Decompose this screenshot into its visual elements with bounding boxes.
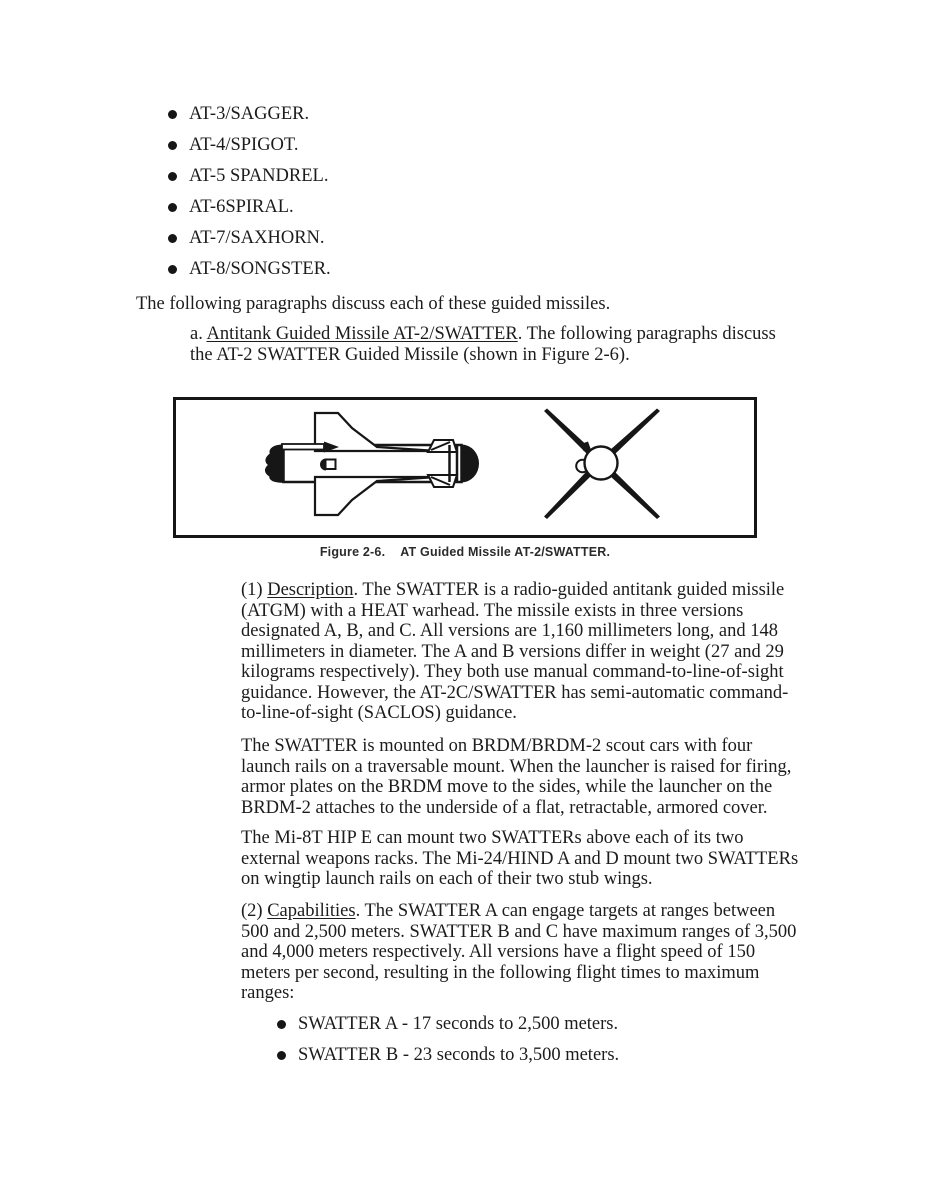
figure-2-6-box [173,397,757,538]
list-item [168,166,331,187]
missile-side-view [266,413,479,515]
flight-time: SWATTER B - 23 seconds to 3,500 meters. [298,1045,620,1065]
helicopters-paragraph: The Mi-8T HIP E can mount two SWATTERs above each of its two external weapons racks. The Mi-24/HIND A and D mount two SWATTERs on wingtip launch rails on each of their two stub wings. [241,828,799,889]
section-a-text: . The following paragraphs discuss the AT-2 SWATTER Guided Missile (shown in Figure 2-6). [190,324,776,365]
bullet-icon [168,265,177,274]
figure-label: Figure 2-6. [319,545,386,559]
flight-times-list [277,1014,619,1076]
list-item [168,104,331,125]
intro-paragraph: The following paragraphs discuss each of these guided missiles. [136,294,611,314]
bullet-icon [168,234,177,243]
capabilities-prefix: (2) [241,901,268,921]
flight-time: SWATTER A - 17 seconds to 2,500 meters. [298,1014,619,1034]
bullet-icon [168,172,177,181]
missile-name: AT-8/SONGSTER. [189,259,331,279]
capabilities-paragraph [241,901,803,1004]
section-a-heading: Antitank Guided Missile AT-2/SWATTER [206,324,518,344]
missile-drawing [176,400,754,535]
bullet-icon [277,1020,286,1029]
description-heading: Description [267,580,354,600]
figure-caption [173,545,757,560]
missile-name: AT-3/SAGGER. [189,104,310,124]
list-item [277,1045,619,1066]
list-item [168,197,331,218]
missile-name: AT-5 SPANDREL. [189,166,329,186]
missile-list [168,104,331,290]
missile-name: AT-6SPIRAL. [189,197,294,217]
list-item [168,135,331,156]
description-text: . The SWATTER is a radio-guided antitank guided missile (ATGM) with a HEAT warhead. The missile exists in three versions designated A, B, and C. All versions are 1,160 millimeters long, and 148 millimeters in diameter. The A and B versions differ in weight (27 and 29 kilograms respectively). They both use manual command-to-line-of-sight guidance. However, the AT-2C/SWATTER has semi-automatic command-to-line-of-sight (SACLOS) guidance. [241,580,789,723]
bullet-icon [168,203,177,212]
bullet-icon [277,1051,286,1060]
description-paragraph [241,580,803,724]
mount-paragraph: The SWATTER is mounted on BRDM/BRDM-2 scout cars with four launch rails on a traversable mount. When the launcher is raised for firing, armor plates on the BRDM move to the sides, while the launcher on the BRDM-2 attaches to the underside of a flat, retractable, armored cover. [241,736,792,818]
missile-name: AT-4/SPIGOT. [189,135,299,155]
bullet-icon [168,141,177,150]
bullet-icon [168,110,177,119]
description-prefix: (1) [241,580,268,600]
missile-front-view [544,409,660,520]
capabilities-text: . The SWATTER A can engage targets at ranges between 500 and 2,500 meters. SWATTER B and C have maximum ranges of 3,500 and 4,000 meters respectively. All versions have a flight speed of 150 meters per second, resulting in the following flight times to maximum ranges: [241,901,797,1003]
missile-name: AT-7/SAXHORN. [189,228,325,248]
list-item [168,259,331,280]
section-a-prefix: a. [190,324,207,344]
capabilities-heading: Capabilities [267,901,356,921]
figure-title: AT Guided Missile AT-2/SWATTER. [400,545,611,559]
list-item [277,1014,619,1035]
section-a-paragraph [190,324,802,365]
list-item [168,228,331,249]
